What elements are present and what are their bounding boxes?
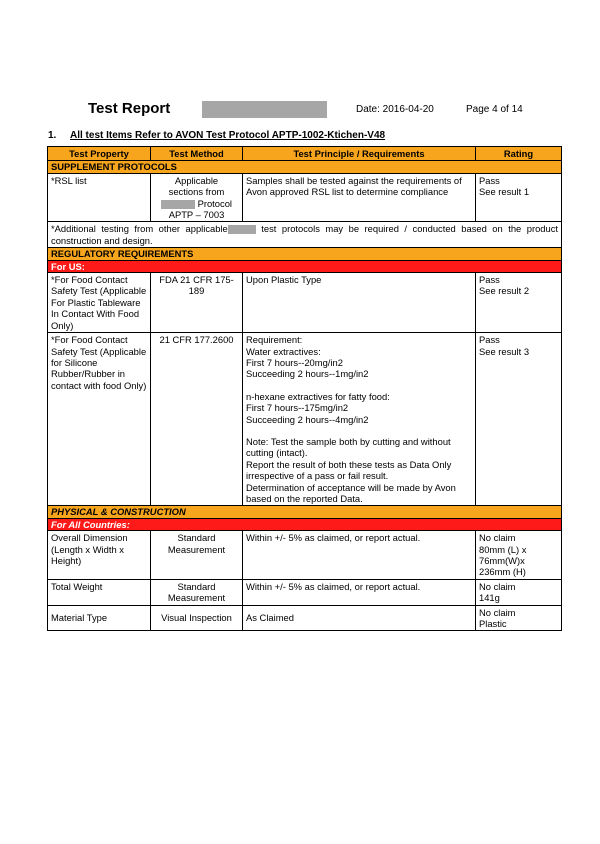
- method-line: Applicable: [174, 174, 219, 186]
- rating-line: See result 2: [479, 285, 530, 297]
- subband-all: For All Countries:: [48, 518, 562, 530]
- cell-property: Material Type: [48, 605, 151, 631]
- cell-property: *For Food Contact Safety Test (Applicable For Plastic Tableware In Contact With Food Only): [48, 273, 151, 333]
- cell-method: Standard Measurement: [151, 579, 243, 605]
- column-header: Rating: [476, 147, 562, 161]
- cell-rating: [476, 579, 562, 605]
- rating-line: See result 1: [479, 186, 530, 198]
- band-physical: PHYSICAL & CONSTRUCTION: [48, 506, 562, 518]
- requirement-line: Requirement:: [246, 334, 303, 346]
- method-line: APTP – 7003: [168, 209, 225, 221]
- rating-line: See result 3: [479, 345, 530, 357]
- rating-line: 141g: [479, 592, 500, 604]
- band-supplement: SUPPLEMENT PROTOCOLS: [48, 161, 562, 173]
- cell-method: [151, 173, 243, 222]
- table-row: [48, 173, 562, 222]
- redacted-block: [202, 101, 327, 118]
- band-row: [48, 248, 562, 260]
- table-row: [48, 333, 562, 506]
- column-header: Test Method: [151, 147, 243, 161]
- cell-principle: Within +/- 5% as claimed, or report actual.: [243, 579, 476, 605]
- requirement-line: First 7 hours--20mg/in2: [246, 356, 343, 368]
- rating-line: Plastic: [479, 618, 507, 630]
- section-number: 1.: [48, 130, 57, 141]
- cell-rating: [476, 273, 562, 333]
- cell-rating: [476, 605, 562, 631]
- cell-principle: Within +/- 5% as claimed, or report actual.: [243, 531, 476, 580]
- cell-method: FDA 21 CFR 175-189: [151, 273, 243, 333]
- band-row: [48, 161, 562, 173]
- cell-method: Standard Measurement: [151, 531, 243, 580]
- method-line-text: Protocol: [197, 197, 232, 209]
- cell-principle: [243, 333, 476, 506]
- cell-rating: [476, 173, 562, 222]
- inline-redaction: [161, 200, 195, 209]
- rating-line: 236mm (H): [479, 566, 526, 578]
- cell-note: [48, 222, 562, 248]
- cell-method: 21 CFR 177.2600: [151, 333, 243, 506]
- method-line: sections from: [168, 186, 225, 198]
- subband-us: For US:: [48, 260, 562, 272]
- band-regulatory: REGULATORY REQUIREMENTS: [48, 248, 562, 260]
- table-row: [48, 605, 562, 631]
- rating-line: No claim: [479, 532, 516, 544]
- spacer: [246, 380, 472, 391]
- note-text: test protocols may be required / conducted based on the product construction and design.: [51, 223, 559, 246]
- note-line: Report the result of both these tests as Data Only irrespective of a pass or fail result.: [246, 458, 452, 482]
- cell-property: Total Weight: [48, 579, 151, 605]
- report-title: Test Report: [88, 100, 171, 117]
- rating-line: 80mm (L) x: [479, 543, 527, 555]
- table-row: [48, 579, 562, 605]
- requirement-line: First 7 hours--175mg/in2: [246, 402, 349, 414]
- requirement-line: Succeeding 2 hours--1mg/in2: [246, 368, 369, 380]
- cell-rating: [476, 531, 562, 580]
- rating-line: No claim: [479, 580, 516, 592]
- inline-redaction: [228, 225, 256, 234]
- cell-rating: [476, 333, 562, 506]
- report-date: Date: 2016-04-20: [356, 104, 434, 115]
- rating-line: 76mm(W)x: [479, 555, 525, 566]
- section-heading: [48, 130, 385, 141]
- subband-row: [48, 518, 562, 530]
- rating-line: Pass: [479, 274, 500, 286]
- table-header-row: [48, 147, 562, 161]
- column-header: Test Principle / Requirements: [243, 147, 476, 161]
- column-header: Test Property: [48, 147, 151, 161]
- rating-line: Pass: [479, 174, 500, 186]
- cell-principle: Upon Plastic Type: [243, 273, 476, 333]
- spacer: [246, 425, 472, 436]
- requirement-line: n-hexane extractives for fatty food:: [246, 390, 390, 402]
- table-row: [48, 273, 562, 333]
- section-title-text: All test Items Refer to AVON Test Protocol APTP-1002-Ktichen-V48: [70, 130, 386, 141]
- table-row: [48, 222, 562, 248]
- page-number: Page 4 of 14: [466, 104, 523, 115]
- subband-row: [48, 260, 562, 272]
- requirement-line: Succeeding 2 hours--4mg/in2: [246, 413, 369, 425]
- requirement-line: Water extractives:: [246, 345, 321, 357]
- cell-method: Visual Inspection: [151, 605, 243, 631]
- cell-property: Overall Dimension (Length x Width x Height): [48, 531, 151, 580]
- note-line: Determination of acceptance will be made by Avon based on the reported Data.: [246, 481, 456, 504]
- table-row: [48, 531, 562, 580]
- note-line: Note: Test the sample both by cutting and without cutting (intact).: [246, 435, 451, 459]
- cell-property: *RSL list: [48, 173, 151, 222]
- cell-principle: Samples shall be tested against the requirements of Avon approved RSL list to determine compliance: [243, 173, 476, 222]
- cell-principle: As Claimed: [243, 605, 476, 631]
- cell-property: *For Food Contact Safety Test (Applicable for Silicone Rubber/Rubber in contact with food Only): [48, 333, 151, 506]
- method-line: [154, 198, 239, 209]
- band-row: [48, 506, 562, 518]
- report-header: [88, 100, 560, 120]
- rating-line: No claim: [479, 606, 516, 618]
- test-results-table: [47, 146, 562, 631]
- rating-line: Pass: [479, 334, 500, 346]
- note-text: *Additional testing from other applicable: [51, 223, 228, 235]
